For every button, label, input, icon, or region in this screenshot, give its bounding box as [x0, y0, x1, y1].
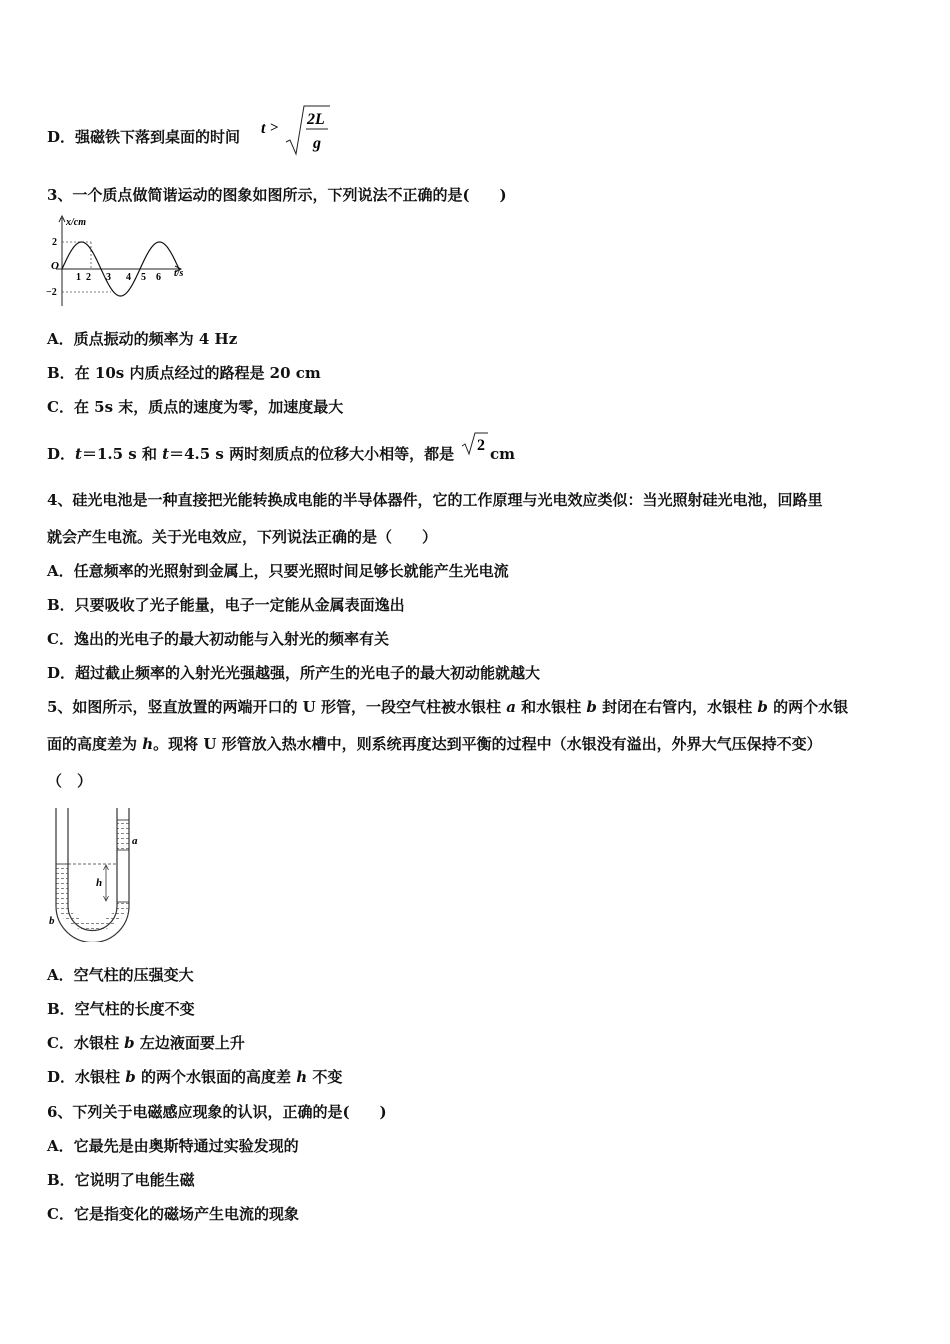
q3-xtick-4: 4 [126, 272, 131, 283]
q3-option-b: B．在 10s 内质点经过的路程是 20 cm [47, 364, 321, 382]
q3-xtick-3: 3 [106, 272, 111, 283]
q2-option-d-label: D．强磁铁下落到桌面的时间 [47, 128, 241, 146]
q5-u-tube-figure [46, 806, 146, 942]
q5-stem-line2 [47, 733, 822, 755]
q2-math-gt: > [270, 120, 279, 136]
q3-option-d [47, 443, 454, 465]
q5-c-text-b: 左边液面要上升 [134, 1034, 245, 1052]
q5-d-text-b: 的两个水银面的高度差 [135, 1068, 297, 1086]
q3-d-unit: cm [490, 445, 516, 463]
q5-text-2b: 。现将 U 形管放入热水槽中，则系统再度达到平衡的过程中（水银没有溢出，外界大气压保持不变） [153, 735, 822, 753]
q3-ytick-neg2: −2 [46, 287, 57, 298]
q5-d-text-a: D．水银柱 [47, 1068, 126, 1086]
q5-label-b: b [49, 915, 55, 927]
q4-option-c: C．逸出的光电子的最大初动能与入射光的频率有关 [47, 630, 389, 648]
q5-option-d [47, 1066, 342, 1088]
q2-math-t: t [261, 120, 266, 137]
q5-stem-line1 [47, 696, 848, 718]
q5-var-b: b [586, 698, 597, 716]
q5-text-1b: 和水银柱 [515, 698, 587, 716]
q5-d-var-b: b [125, 1068, 136, 1086]
q5-d-var-h: h [296, 1068, 308, 1086]
q3-xtick-1: 1 [76, 272, 81, 283]
q3-xtick-6: 6 [156, 272, 161, 283]
q4-option-d: D．超过截止频率的入射光光强越强，所产生的光电子的最大初动能就越大 [47, 664, 541, 682]
q3-x-label: t/s [174, 268, 184, 279]
q6-option-c: C．它是指变化的磁场产生电流的现象 [47, 1205, 299, 1223]
q3-xtick-5: 5 [141, 272, 146, 283]
q5-var-b2: b [757, 698, 768, 716]
q3-d-mid2: ＝4.5 s 两时刻质点的位移大小相等，都是 [169, 445, 455, 463]
q3-option-a: A．质点振动的频率为 4 Hz [47, 330, 238, 348]
q6-option-b: B．它说明了电能生磁 [47, 1171, 195, 1189]
q5-text-1a: 5、如图所示，竖直放置的两端开口的 U 形管，一段空气柱被水银柱 [47, 698, 507, 716]
q5-text-1c: 封闭在右管内，水银柱 [596, 698, 758, 716]
q5-var-h: h [142, 735, 154, 753]
q6-stem: 6、下列关于电磁感应现象的认识，正确的是( ) [47, 1103, 387, 1121]
q5-tube-inner [68, 808, 117, 931]
q2-option-d [47, 126, 240, 148]
q3-y-label: x/cm [66, 217, 86, 228]
q4-stem-line1: 4、硅光电池是一种直接把光能转换成电能的半导体器件，它的工作原理与光电效应类似：当光照射硅光电池，回路里 [47, 491, 823, 509]
q5-var-a: a [506, 698, 516, 716]
q3-d-t1: t [75, 445, 82, 463]
q2-math-num: 2L [307, 111, 325, 128]
q3-stem: 3、一个质点做简谐运动的图象如图所示，下列说法不正确的是( ) [47, 186, 507, 204]
q3-xtick-2: 2 [86, 272, 91, 283]
q4-option-a: A．任意频率的光照射到金属上，只要光照时间足够长就能产生光电流 [47, 562, 509, 580]
q3-graph [44, 214, 194, 310]
q3-option-c: C．在 5s 末，质点的速度为零，加速度最大 [47, 398, 344, 416]
q2-math-den: g [313, 135, 321, 152]
q3-d-t2: t [162, 445, 170, 463]
q5-d-text-c: 不变 [307, 1068, 343, 1086]
q2-sqrt-formula [258, 100, 338, 160]
q5-text-1d: 的两个水银 [767, 698, 849, 716]
q4-option-b: B．只要吸收了光子能量，电子一定能从金属表面逸出 [47, 596, 405, 614]
q5-option-b: B．空气柱的长度不变 [47, 1000, 195, 1018]
q6-option-a: A．它最先是由奥斯特通过实验发现的 [47, 1137, 299, 1155]
q3-sqrt2 [460, 430, 490, 460]
q3-d-prefix: D． [47, 445, 76, 463]
q5-c-text-a: C．水银柱 [47, 1034, 125, 1052]
q3-sqrt-value: 2 [477, 437, 485, 454]
q5-label-a: a [132, 835, 138, 847]
q5-text-2a: 面的高度差为 [47, 735, 143, 753]
q5-c-var-b: b [124, 1034, 135, 1052]
q3-origin: O [51, 260, 59, 272]
q5-option-c [47, 1032, 245, 1054]
q5-stem-line3: （ ） [47, 772, 93, 790]
q5-mercury-a [117, 820, 129, 850]
q5-option-a: A．空气柱的压强变大 [47, 966, 194, 984]
q4-stem-line2: 就会产生电流。关于光电效应，下列说法正确的是（ ） [47, 528, 438, 546]
q5-label-h: h [96, 877, 103, 889]
q5-mercury-left [56, 864, 129, 931]
q3-d-mid1: ＝1.5 s 和 [81, 445, 163, 463]
q3-ytick-2: 2 [52, 237, 57, 248]
